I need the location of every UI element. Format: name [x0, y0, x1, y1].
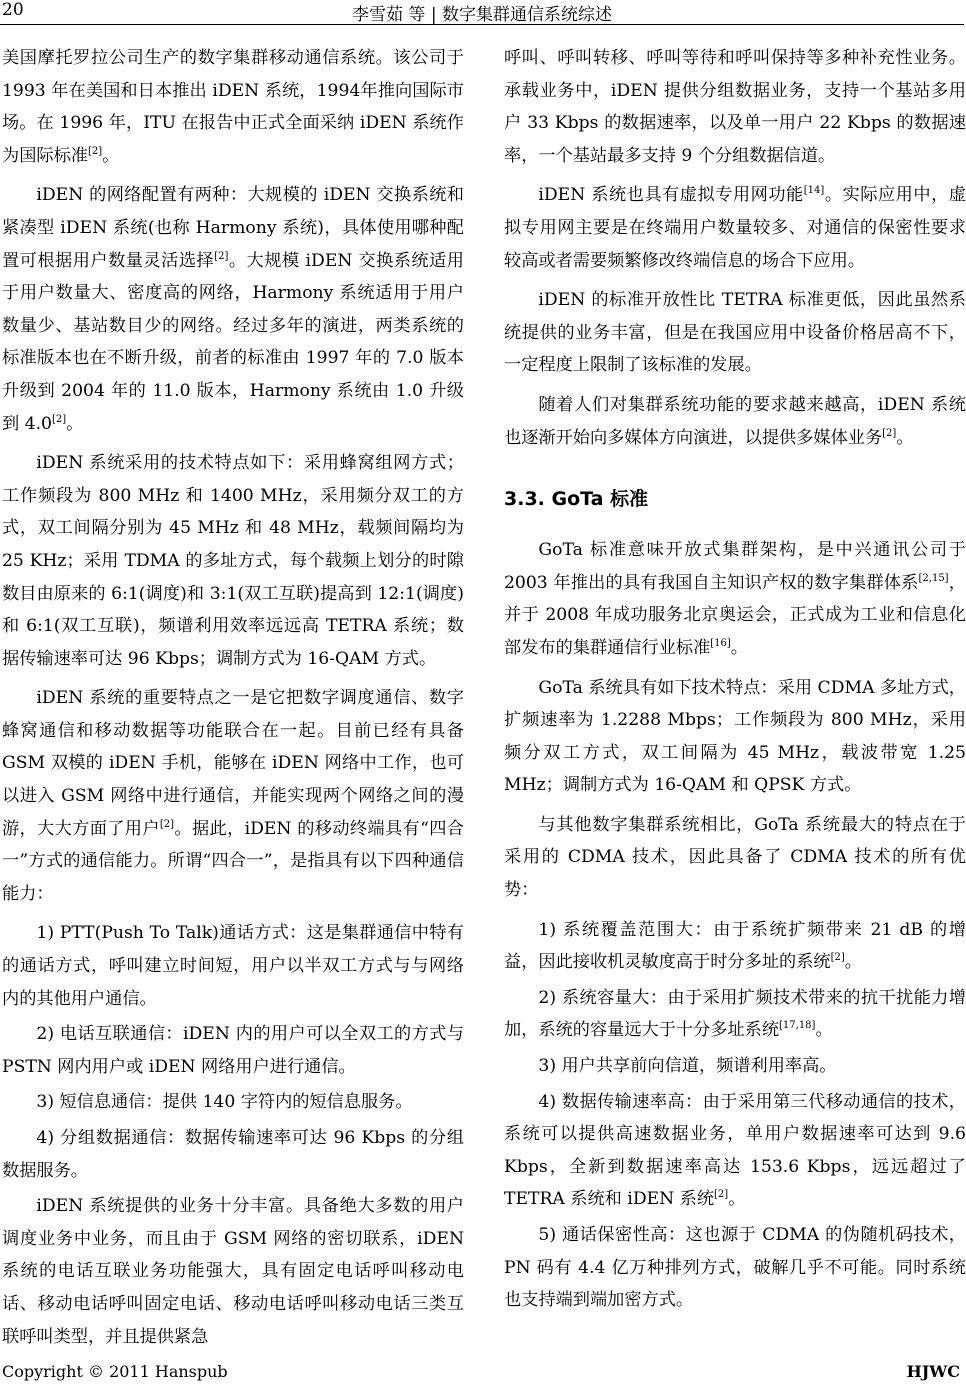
citation-ref: [2]	[87, 145, 103, 157]
list-item	[504, 914, 966, 979]
list-item	[504, 982, 966, 1047]
text-run: 。实际应用中，虚拟专用网主要是在终端用户数量较多、对通信的保密性要求较高或者需要频繁修改终端信息的场合下应用。	[504, 185, 966, 271]
text-run: 2) 系统容量大：由于采用扩频技术带来的抗干扰能力增加，系统的容量远大于十分多址系统	[504, 987, 966, 1041]
text-run: 。	[66, 413, 84, 434]
citation-ref: [2]	[52, 413, 67, 425]
list-item	[2, 1086, 464, 1119]
citation-ref: [2]	[882, 427, 897, 439]
list-item	[2, 1018, 464, 1083]
list-item	[504, 1219, 966, 1317]
text-run: iDEN 系统的重要特点之一是它把数字调度通信、数字蜂窝通信和移动数据等功能联合在一起。目前已经有具备 GSM 双模的 iDEN 手机，能够在 iDEN 网络中工作，也可以进入 GSM 网络中进行通信，并能实现两个网络之间的漫游，大大方面了用户	[2, 688, 464, 839]
citation-ref: [2]	[830, 952, 845, 964]
text-run: GoTa 标准意味开放式集群架构，是中兴通讯公司于 2003 年推出的具有我国自主知识产权的数字集群体系	[504, 540, 966, 593]
paragraph	[504, 389, 966, 454]
text-run: 4) 分组数据通信：数据传输速率可达 96 Kbps 的分组数据服务。	[2, 1128, 464, 1181]
citation-ref: [2]	[214, 250, 229, 262]
text-run: iDEN 系统也具有虚拟专用网功能	[538, 185, 804, 206]
citation-ref: [17,18]	[779, 1020, 816, 1032]
text-run: 4) 数据传输速率高：由于采用第三代移动通信的技术，系统可以提供高速数据业务，单用户数据速率可达到 9.6 Kbps，全新到数据速率高达 153.6 Kbps，远远超过了 TETRA 系统和 iDEN 系统	[504, 1091, 966, 1210]
paragraph	[504, 672, 966, 802]
text-run: iDEN 系统提供的业务十分丰富。具备绝大多数的用户调度业务中业务，而且由于 GSM 网络的密切联系，iDEN 系统的电话互联业务功能强大，具有固定电话呼叫移动电话、移动电话呼叫固定电话、移动电话呼叫移动电话三类互联呼叫类型，并且提供紧急	[2, 1196, 464, 1347]
text-run: 。	[728, 1189, 746, 1210]
text-run: 与其他数字集群系统相比，GoTa 系统最大的特点在于采用的 CDMA 技术，因此具备了 CDMA 技术的所有优势：	[504, 814, 966, 901]
text-run: 。	[730, 637, 748, 658]
text-run: ，并于 2008 年成功服务北京奥运会，正式成为工业和信息化部发布的集群通信行业标准	[504, 572, 966, 658]
text-run: 3.3. GoTa 标准	[504, 488, 649, 511]
text-run: 美国摩托罗拉公司生产的数字集群移动通信系统。该公司于 1993 年在美国和日本推出 iDEN 系统，1994年推向国际市场。在 1996 年，ITU 在报告中正式全面采纳 iDEN 系统作为国际标准	[2, 48, 464, 166]
citation-ref: [2]	[714, 1189, 729, 1201]
text-run: 。	[844, 952, 862, 973]
list-item	[2, 1122, 464, 1187]
paragraph	[2, 682, 464, 910]
paragraph	[2, 1190, 464, 1353]
left-column	[2, 42, 464, 1360]
text-run: 2) 电话互联通信：iDEN 内的用户可以全双工的方式与 PSTN 网内用户或 iDEN 网络用户进行通信。	[2, 1024, 464, 1077]
paragraph	[2, 42, 464, 172]
running-title: 李雪茹 等 | 数字集群通信系统综述	[352, 5, 612, 25]
paragraph	[2, 179, 464, 440]
citation-ref: [16]	[710, 637, 731, 649]
paragraph	[504, 42, 966, 172]
section-heading	[504, 484, 966, 514]
text-run: 呼叫、呼叫转移、呼叫等待和呼叫保持等多种补充性业务。承载业务中，iDEN 提供分组数据业务，支持一个基站多用户 33 Kbps 的数据速率，以及单一用户 22 Kbps 的数据速率，一个基站最多支持 9 个分组数据信道。	[504, 48, 966, 166]
list-item	[504, 1086, 966, 1216]
text-run: 1) PTT(Push To Talk)通话方式：这是集群通信中特有的通话方式，呼叫建立时间短，用户以半双工方式与与网络内的其他用户通信。	[2, 923, 464, 1009]
text-run: iDEN 的标准开放性比 TETRA 标准更低，因此虽然系统提供的业务丰富，但是在我国应用中设备价格居高不下，一定程度上限制了该标准的发展。	[504, 290, 966, 376]
list-item	[2, 917, 464, 1015]
text-run: GoTa 系统具有如下技术特点：采用 CDMA 多址方式，扩频速率为 1.2288 Mbps；工作频段为 800 MHz，采用频分双工方式，双工间隔为 45 MHz，载波带宽 1.25 MHz；调制方式为 16-QAM 和 QPSK 方式。	[504, 677, 966, 796]
text-run: 。据此，iDEN 的移动终端具有“四合一”方式的通信能力。所谓“四合一”，是指具有以下四种通信能力：	[2, 818, 464, 904]
text-run: iDEN 系统采用的技术特点如下：采用蜂窝组网方式；工作频段为 800 MHz 和 1400 MHz，采用频分双工的方式，双工间隔分别为 45 MHz 和 48 MHz，载频间隔均为 25 KHz；采用 TDMA 的多址方式，每个载频上划分的时隙数目由原来的 6:1(调度)和 3:1(双工互联)提高到 12:1(调度)和 6:1(双工互联)，频谱利用效率远远高 TETRA 系统；数据传输速率可达 96 Kbps；调制方式为 16-QAM 方式。	[2, 453, 464, 669]
paragraph	[504, 284, 966, 382]
text-run: 1) 系统覆盖范围大：由于系统扩频带来 21 dB 的增益，因此接收机灵敏度高于时分多址的系统	[504, 919, 966, 973]
paragraph	[2, 447, 464, 675]
text-run: 3) 用户共享前向信道，频谱利用率高。	[538, 1056, 837, 1077]
journal-abbrev: HJWC	[906, 1362, 960, 1381]
text-run: 。大规模 iDEN 交换系统适用于用户数量大、密度高的网络，Harmony 系统适用于用户数量少、基站数目少的网络。经过多年的演进，两类系统的标准版本也在不断升级，前者的标准由 1997 年的 7.0 版本升级到 2004 年的 11.0 版本，Harmony 系统由 1.0 升级到 4.0	[2, 250, 464, 434]
citation-ref: [2]	[159, 818, 175, 830]
text-run: 5) 通话保密性高：这也源于 CDMA 的伪随机码技术，PN 码有 4.4 亿万种排列方式，破解几乎不可能。同时系统也支持端到端加密方式。	[504, 1225, 966, 1311]
page-number: 20	[2, 0, 24, 20]
copyright-notice: Copyright © 2011 Hanspub	[2, 1362, 228, 1381]
text-run: 。	[102, 145, 120, 166]
right-column	[504, 42, 966, 1320]
citation-ref: [2,15]	[918, 572, 949, 584]
header-rule	[0, 24, 964, 25]
paragraph	[504, 534, 966, 664]
text-run: iDEN 的网络配置有两种：大规模的 iDEN 交换系统和紧凑型 iDEN 系统(也称 Harmony 系统)，具体使用哪种配置可根据用户数量灵活选择	[2, 185, 464, 271]
text-run: 3) 短信息通信：提供 140 字符内的短信息服务。	[36, 1092, 413, 1113]
list-item	[504, 1050, 966, 1083]
paragraph	[504, 179, 966, 277]
citation-ref: [14]	[803, 185, 825, 197]
paragraph	[504, 809, 966, 907]
text-run: 。	[815, 1020, 833, 1041]
text-run: 。	[896, 427, 914, 448]
text-run: 随着人们对集群系统功能的要求越来越高，iDEN 系统也逐渐开始向多媒体方向演进，以提供多媒体业务	[504, 394, 966, 448]
